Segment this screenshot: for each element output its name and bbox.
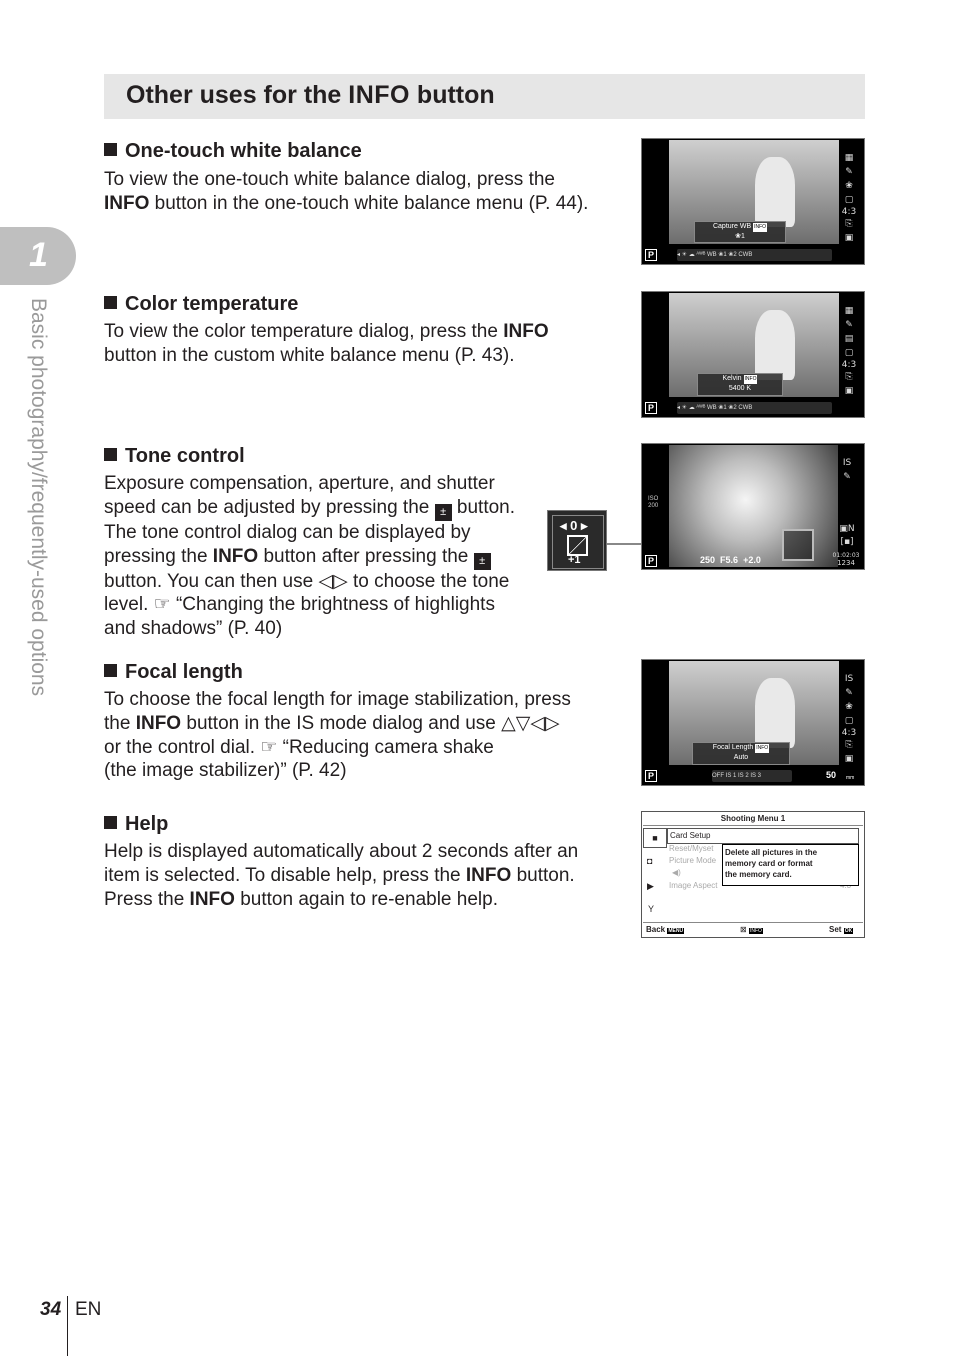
tone-text: Exposure compensation, aperture, and shutter speed can be adjusted by pressing the ± button. The tone control dialog can be displayed by pressing the INFO button after pressing the ± button. You can then use ◁▷ to choose the tone level. ☞ “Changing the brightness of highlights and shadows” (P. 40) — [104, 473, 516, 640]
wb-text: To view the one-touch white balance dialog, press the INFO button in the one-touch white balance menu (P. 44). — [104, 169, 589, 214]
exposure-comp-icon: ± — [435, 504, 452, 521]
wb-heading: One-touch white balance — [104, 140, 362, 163]
section-title: Other uses for the INFO button — [126, 81, 495, 109]
focal-heading: Focal length — [104, 661, 243, 684]
help-popup: Delete all pictures in the memory card or format the memory card. — [722, 844, 859, 886]
menu-item-picture-mode[interactable]: Picture Mode — [669, 856, 717, 865]
reference-icon: ☞ — [153, 594, 171, 616]
ct-heading: Color temperature — [104, 293, 298, 316]
help-text: Help is displayed automatically about 2 seconds after an item is selected. To disable help, press the INFO button. Press the INFO button again to re-enable help. — [104, 841, 579, 910]
help-toggle-indicator: ⊠ INFO — [740, 925, 762, 934]
wb-dialog: Capture WB INFO ❀1 — [694, 221, 786, 243]
wb-strip: ◂ ☀ ☁ ᴬᵂᴮ WB ❀1 ❀2 CWB — [677, 249, 832, 261]
ct-dialog: Kelvin INFO 5400 K — [697, 373, 783, 396]
ct-strip: ◂ ☀ ☁ ᴬᵂᴮ WB ❀1 ❀2 CWB — [677, 402, 832, 414]
tone-inset: ◂ 0 ▸ +1 — [547, 510, 607, 571]
wb-camera-screen: Capture WB INFO ❀1 ▦ ✎ ❀ ▢ 4:3 ⎘ ▣ P ◂ ☀ ☁ ᴬᵂᴮ WB ❀1 ❀2 CWB — [641, 138, 865, 265]
help-heading: Help — [104, 813, 168, 836]
chapter-side-label: Basic photography/frequently-used options — [27, 298, 50, 697]
focal-dialog: Focal Length INFO Auto — [692, 742, 790, 765]
mode-indicator: P — [645, 402, 657, 414]
tone-control-indicator — [782, 529, 814, 561]
language-label: EN — [75, 1299, 102, 1320]
reference-icon: ☞ — [260, 736, 278, 758]
page-number: 34 — [40, 1299, 62, 1320]
left-right-arrows-icon: ◁▷ — [318, 570, 348, 592]
set-button[interactable]: Set OK — [829, 925, 853, 934]
chapter-number: 1 — [29, 236, 48, 274]
mode-indicator: P — [645, 770, 657, 782]
tone-camera-screen: ISO 200 IS ✎ ▣N [▪] 01:02:03 1234 P 250 F5.6 +2.0 — [641, 443, 865, 570]
footer-divider — [67, 1296, 68, 1356]
shooting-menu-screen: Shooting Menu 1 ■ ◘ ▶ Y Card Setup Reset/Myset Picture Mode ◀) Image Aspect Delete all pictures in the memory card or format the memory card. Back MENU ⊠ INFO Set OK — [641, 811, 865, 938]
focal-camera-screen: Focal Length INFO Auto IS ✎ ❀ ▢ 4:3 ⎘ ▣ P OFF IS 1 IS 2 IS 3 50 mm — [641, 659, 865, 786]
four-way-arrows-icon: △▽◁▷ — [501, 712, 560, 734]
is-mode-strip: OFF IS 1 IS 2 IS 3 — [712, 770, 792, 782]
exposure-comp-icon: ± — [474, 553, 491, 570]
mode-indicator: P — [645, 555, 657, 567]
menu-item-image-aspect[interactable]: Image Aspect — [669, 881, 718, 890]
menu-item-card-setup[interactable]: Card Setup — [667, 828, 859, 844]
tone-heading: Tone control — [104, 445, 245, 468]
back-button[interactable]: Back MENU — [646, 925, 684, 934]
ct-camera-screen: Kelvin INFO 5400 K ▦ ✎ ▤ ▢ 4:3 ⎘ ▣ P ◂ ☀ ☁ ᴬᵂᴮ WB ❀1 ❀2 CWB — [641, 291, 865, 418]
focal-text: To choose the focal length for image stabilization, press the INFO button in the IS mode dialog and use △▽◁▷ or the control dial. ☞ “Reducing camera shake (the image stabilizer)” (P. 42) — [104, 689, 571, 782]
mode-indicator: P — [645, 249, 657, 261]
menu-item-reset[interactable]: Reset/Myset — [669, 844, 714, 853]
ct-text: To view the color temperature dialog, press the INFO button in the custom white balance menu (P. 43). — [104, 321, 549, 366]
